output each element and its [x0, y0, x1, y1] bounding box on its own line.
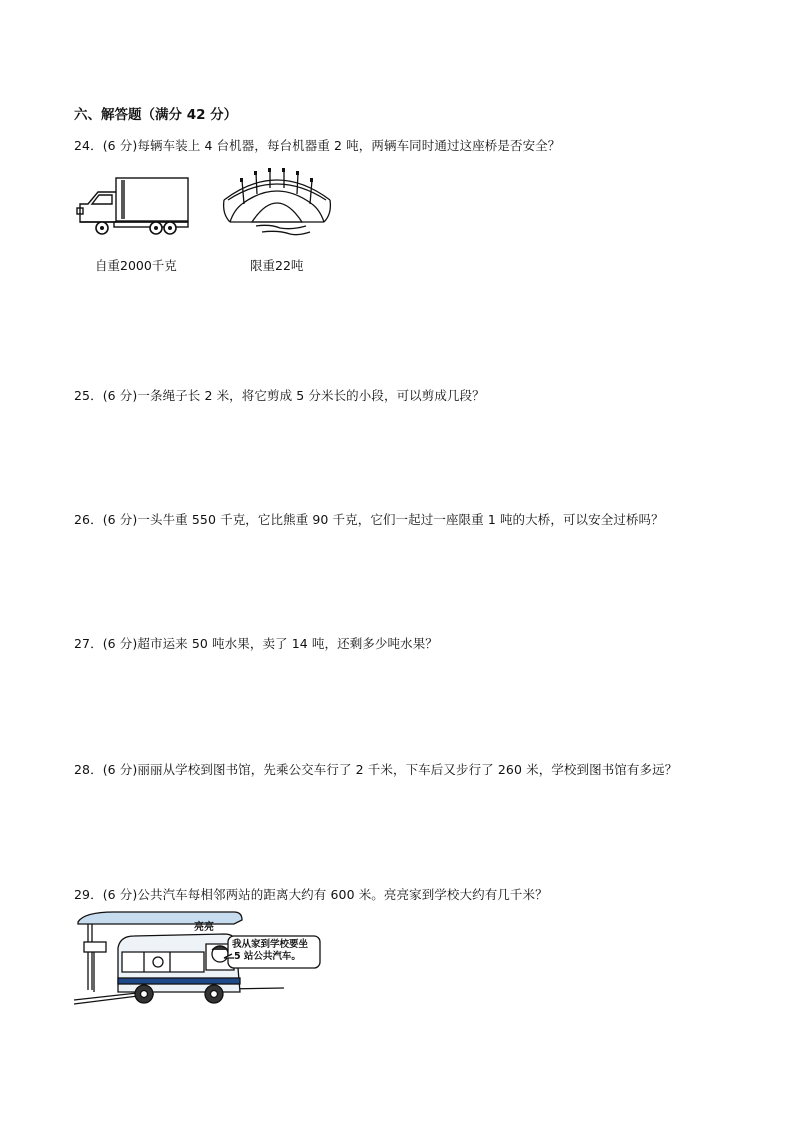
question-24: 24．(6 分)每辆车装上 4 台机器，每台机器重 2 吨，两辆车同时通过这座桥是否安全？: [74, 138, 561, 153]
truck-illustration: [74, 172, 192, 238]
question-28: 28．(6 分)丽丽从学校到图书馆，先乘公交车行了 2 千米，下车后又步行了 260 米，学校到图书馆有多远？: [74, 762, 678, 777]
bridge-caption: 限重22吨: [250, 258, 304, 273]
question-26: 26．(6 分)一头牛重 550 千克，它比熊重 90 千克，它们一起过一座限重 1 吨的大桥，可以安全过桥吗？: [74, 512, 664, 527]
truck-caption: 自重2000千克: [95, 258, 177, 273]
bridge-illustration: [220, 164, 334, 240]
section-heading: 六、解答题（满分 42 分）: [74, 107, 238, 123]
question-27: 27．(6 分)超市运来 50 吨水果，卖了 14 吨，还剩多少吨水果？: [74, 636, 438, 651]
bus-name-label: 亮亮: [194, 922, 214, 933]
speech-bubble-line1: 我从家到学校要坐: [232, 939, 309, 950]
speech-bubble-line2: 5 站公共汽车。: [234, 951, 301, 962]
question-25: 25．(6 分)一条绳子长 2 米，将它剪成 5 分米长的小段，可以剪成几段？: [74, 388, 485, 403]
question-29: 29．(6 分)公共汽车每相邻两站的距离大约有 600 米。亮亮家到学校大约有几千米？: [74, 887, 548, 902]
